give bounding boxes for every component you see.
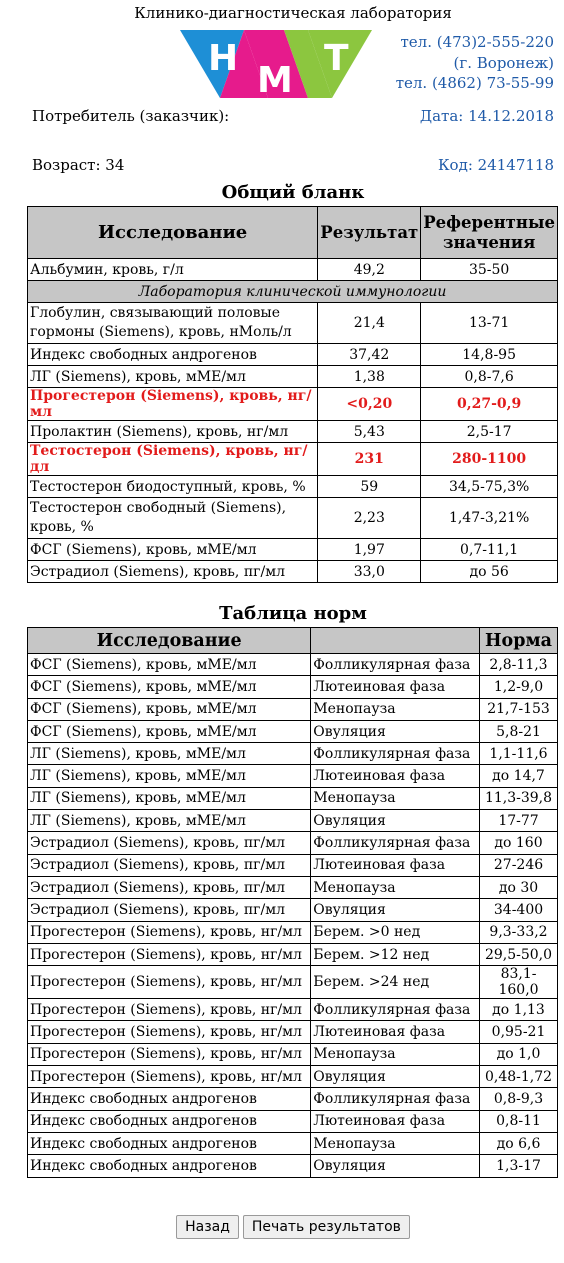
norm-test-name: ЛГ (Siemens), кровь, мМЕ/мл	[28, 743, 311, 765]
norm-value: 5,8-21	[480, 720, 558, 742]
result-row	[28, 476, 558, 498]
result-value: 2,23	[318, 498, 421, 539]
result-reference: 13-71	[421, 303, 558, 344]
result-reference: 1,47-3,21%	[421, 498, 558, 539]
norm-row	[28, 1088, 558, 1110]
norm-value: 0,8-9,3	[480, 1088, 558, 1110]
logo-letter-3: Т	[324, 38, 349, 79]
result-reference: 0,27-0,9	[421, 388, 558, 421]
norm-row	[28, 1021, 558, 1043]
norm-test-name: Прогестерон (Siemens), кровь, нг/мл	[28, 966, 311, 999]
section-row	[28, 281, 558, 303]
norm-value: 1,1-11,6	[480, 743, 558, 765]
norm-phase: Фолликулярная фаза	[311, 743, 480, 765]
norm-value: 21,7-153	[480, 698, 558, 720]
norm-test-name: ФСГ (Siemens), кровь, мМЕ/мл	[28, 698, 311, 720]
results-header-row	[28, 207, 558, 259]
result-test-name: Пролактин (Siemens), кровь, нг/мл	[28, 421, 318, 443]
norm-value: 11,3-39,8	[480, 787, 558, 809]
norm-value: 34-400	[480, 899, 558, 921]
results-title: Общий бланк	[221, 182, 365, 203]
patient-age: Возраст: 34	[32, 156, 125, 174]
phone-orel: тел. (4862) 73-55-99	[395, 74, 554, 92]
norms-col-phase	[311, 628, 480, 654]
norm-row	[28, 654, 558, 676]
norm-row	[28, 899, 558, 921]
contacts	[396, 32, 554, 94]
result-reference: 34,5-75,3%	[421, 476, 558, 498]
city-label: (г. Воронеж)	[453, 53, 554, 72]
norm-test-name: ЛГ (Siemens), кровь, мМЕ/мл	[28, 810, 311, 832]
section-label: Лаборатория клинической иммунологии	[28, 281, 558, 303]
norms-title: Таблица норм	[219, 603, 367, 624]
company-logo	[180, 30, 372, 100]
norm-row	[28, 698, 558, 720]
norm-test-name: Прогестерон (Siemens), кровь, нг/мл	[28, 999, 311, 1021]
norm-phase: Лютеиновая фаза	[311, 765, 480, 787]
result-value: 49,2	[318, 259, 421, 281]
print-results-button[interactable]: Печать результатов	[243, 1215, 410, 1239]
norm-phase: Лютеиновая фаза	[311, 1021, 480, 1043]
norm-value: 17-77	[480, 810, 558, 832]
report-date: Дата: 14.12.2018	[419, 107, 554, 125]
norm-phase: Менопауза	[311, 876, 480, 898]
norm-row	[28, 832, 558, 854]
norm-phase: Овуляция	[311, 810, 480, 832]
norm-value: 9,3-33,2	[480, 921, 558, 943]
norm-value: 1,2-9,0	[480, 676, 558, 698]
result-value: 33,0	[318, 561, 421, 583]
norm-row	[28, 1110, 558, 1132]
norm-phase: Овуляция	[311, 1066, 480, 1088]
logo-letter-1: Н	[208, 38, 239, 79]
norm-row	[28, 787, 558, 809]
norm-row	[28, 743, 558, 765]
order-code: Код: 24147118	[437, 156, 554, 174]
norms-col-norm: Норма	[480, 628, 558, 654]
norm-test-name: Прогестерон (Siemens), кровь, нг/мл	[28, 1066, 311, 1088]
norm-value: 27-246	[480, 854, 558, 876]
norm-row	[28, 676, 558, 698]
norm-row	[28, 1066, 558, 1088]
result-test-name: Прогестерон (Siemens), кровь, нг/мл	[28, 388, 318, 421]
result-test-name: Альбумин, кровь, г/л	[28, 259, 318, 281]
norm-phase: Овуляция	[311, 899, 480, 921]
norm-phase: Фолликулярная фаза	[311, 654, 480, 676]
col-result: Результат	[318, 207, 421, 259]
norm-phase: Берем. >24 нед	[311, 966, 480, 999]
result-test-name: Тестостерон свободный (Siemens), кровь, %	[28, 498, 318, 539]
result-row	[28, 303, 558, 344]
norm-test-name: Прогестерон (Siemens), кровь, нг/мл	[28, 921, 311, 943]
norm-value: 83,1-160,0	[480, 966, 558, 999]
norm-phase: Фолликулярная фаза	[311, 1088, 480, 1110]
norm-phase: Фолликулярная фаза	[311, 832, 480, 854]
norm-row	[28, 1155, 558, 1177]
result-reference: 35-50	[421, 259, 558, 281]
result-value: 37,42	[318, 344, 421, 366]
norm-phase: Берем. >12 нед	[311, 943, 480, 965]
norm-test-name: ФСГ (Siemens), кровь, мМЕ/мл	[28, 676, 311, 698]
result-test-name: Тестостерон (Siemens), кровь, нг/дл	[28, 443, 318, 476]
norm-test-name: Эстрадиол (Siemens), кровь, пг/мл	[28, 876, 311, 898]
norm-row	[28, 921, 558, 943]
norm-test-name: ФСГ (Siemens), кровь, мМЕ/мл	[28, 654, 311, 676]
norm-phase: Менопауза	[311, 787, 480, 809]
norm-row	[28, 1043, 558, 1065]
norm-phase: Овуляция	[311, 720, 480, 742]
norm-value: 0,95-21	[480, 1021, 558, 1043]
norm-test-name: Прогестерон (Siemens), кровь, нг/мл	[28, 943, 311, 965]
norm-row	[28, 765, 558, 787]
result-reference: до 56	[421, 561, 558, 583]
result-value: <0,20	[318, 388, 421, 421]
result-reference: 14,8-95	[421, 344, 558, 366]
customer-label: Потребитель (заказчик):	[32, 107, 230, 125]
norm-test-name: ФСГ (Siemens), кровь, мМЕ/мл	[28, 720, 311, 742]
result-reference: 2,5-17	[421, 421, 558, 443]
result-row	[28, 388, 558, 421]
norm-phase: Фолликулярная фаза	[311, 999, 480, 1021]
result-value: 5,43	[318, 421, 421, 443]
norm-value: до 1,13	[480, 999, 558, 1021]
result-test-name: ФСГ (Siemens), кровь, мМЕ/мл	[28, 539, 318, 561]
norm-row	[28, 810, 558, 832]
result-row	[28, 366, 558, 388]
norm-test-name: Индекс свободных андрогенов	[28, 1155, 311, 1177]
phone-voronezh: тел. (473)2-555-220	[400, 33, 554, 51]
result-row	[28, 561, 558, 583]
action-bar	[0, 1215, 564, 1239]
norm-row	[28, 999, 558, 1021]
norm-value: до 14,7	[480, 765, 558, 787]
norm-test-name: ЛГ (Siemens), кровь, мМЕ/мл	[28, 787, 311, 809]
result-test-name: Индекс свободных андрогенов	[28, 344, 318, 366]
norm-test-name: Прогестерон (Siemens), кровь, нг/мл	[28, 1021, 311, 1043]
norm-value: до 30	[480, 876, 558, 898]
result-test-name: Тестостерон биодоступный, кровь, %	[28, 476, 318, 498]
norm-test-name: Индекс свободных андрогенов	[28, 1132, 311, 1154]
norm-test-name: Эстрадиол (Siemens), кровь, пг/мл	[28, 832, 311, 854]
result-test-name: Глобулин, связывающий половые гормоны (Siemens), кровь, нМоль/л	[28, 303, 318, 344]
logo-letter-2: М	[257, 60, 293, 100]
norm-row	[28, 854, 558, 876]
norm-value: 0,48-1,72	[480, 1066, 558, 1088]
norm-test-name: Индекс свободных андрогенов	[28, 1088, 311, 1110]
norm-row	[28, 876, 558, 898]
norm-phase: Менопауза	[311, 698, 480, 720]
result-reference: 0,7-11,1	[421, 539, 558, 561]
norm-test-name: Эстрадиол (Siemens), кровь, пг/мл	[28, 854, 311, 876]
norm-value: 1,3-17	[480, 1155, 558, 1177]
result-row	[28, 421, 558, 443]
norms-header-row	[28, 628, 558, 654]
norm-phase: Менопауза	[311, 1132, 480, 1154]
norm-phase: Лютеиновая фаза	[311, 1110, 480, 1132]
norm-phase: Лютеиновая фаза	[311, 676, 480, 698]
norms-col-test: Исследование	[28, 628, 311, 654]
result-test-name: ЛГ (Siemens), кровь, мМЕ/мл	[28, 366, 318, 388]
norm-phase: Менопауза	[311, 1043, 480, 1065]
col-test: Исследование	[28, 207, 318, 259]
norm-test-name: ЛГ (Siemens), кровь, мМЕ/мл	[28, 765, 311, 787]
norm-value: 29,5-50,0	[480, 943, 558, 965]
result-row	[28, 498, 558, 539]
result-row	[28, 443, 558, 476]
result-reference: 0,8-7,6	[421, 366, 558, 388]
result-test-name: Эстрадиол (Siemens), кровь, пг/мл	[28, 561, 318, 583]
result-value: 1,97	[318, 539, 421, 561]
result-row	[28, 259, 558, 281]
norm-test-name: Индекс свободных андрогенов	[28, 1110, 311, 1132]
results-table	[27, 206, 558, 583]
norm-phase: Лютеиновая фаза	[311, 854, 480, 876]
back-button[interactable]: Назад	[176, 1215, 239, 1239]
norm-value: 2,8-11,3	[480, 654, 558, 676]
norm-row	[28, 943, 558, 965]
result-row	[28, 539, 558, 561]
lab-name: Клинико-диагностическая лаборатория	[134, 4, 452, 22]
norm-value: до 1,0	[480, 1043, 558, 1065]
norm-phase: Берем. >0 нед	[311, 921, 480, 943]
norm-value: до 160	[480, 832, 558, 854]
result-row	[28, 344, 558, 366]
norm-test-name: Эстрадиол (Siemens), кровь, пг/мл	[28, 899, 311, 921]
result-value: 231	[318, 443, 421, 476]
norm-row	[28, 720, 558, 742]
norm-phase: Овуляция	[311, 1155, 480, 1177]
result-value: 21,4	[318, 303, 421, 344]
norm-row	[28, 1132, 558, 1154]
norms-table	[27, 627, 558, 1178]
norm-test-name: Прогестерон (Siemens), кровь, нг/мл	[28, 1043, 311, 1065]
col-reference: Референтные значения	[421, 207, 558, 259]
norm-row	[28, 966, 558, 999]
result-value: 1,38	[318, 366, 421, 388]
norm-value: до 6,6	[480, 1132, 558, 1154]
norm-value: 0,8-11	[480, 1110, 558, 1132]
result-value: 59	[318, 476, 421, 498]
result-reference: 280-1100	[421, 443, 558, 476]
